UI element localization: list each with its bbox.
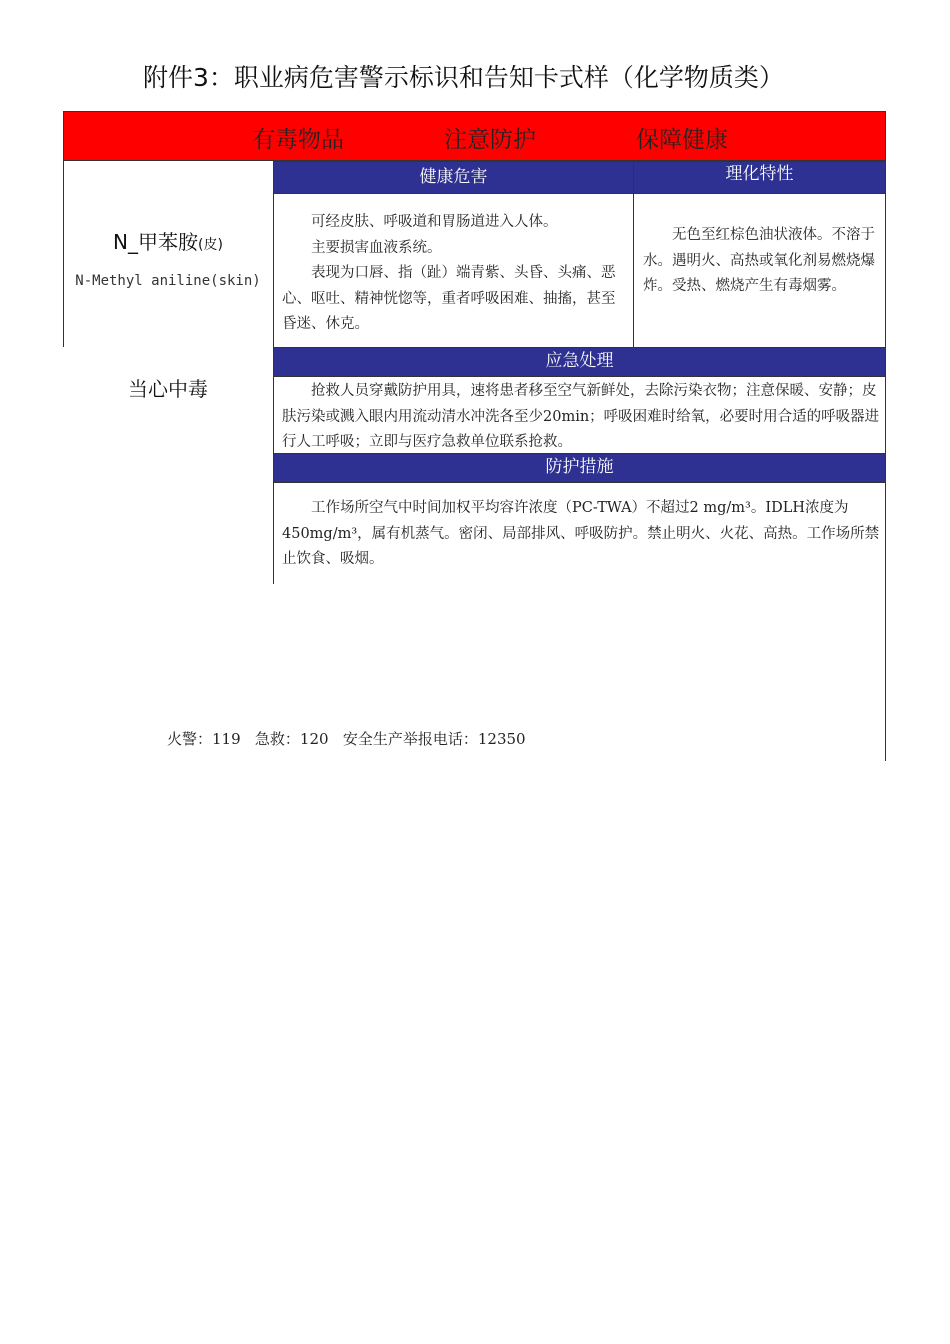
protection-body	[282, 496, 880, 573]
emergency-phone-footer: 火警：119 急救：120 安全生产举报电话：12350	[167, 730, 526, 748]
chemical-name-suffix: (皮)	[198, 237, 223, 253]
chemical-name	[63, 226, 273, 255]
chemical-name-text: N_甲苯胺	[113, 230, 199, 254]
banner-slogan-toxic: 有毒物品	[252, 127, 344, 153]
emergency-header: 应急处理	[273, 347, 886, 377]
health-hazard-line: 表现为口唇、指（趾）端青紫、头昏、头痛、恶心、呕吐、精神恍惚等，重者呼吸困难、抽搐，甚至昏迷、休克。	[282, 265, 616, 332]
health-hazard-line: 主要损害血液系统。	[311, 239, 442, 256]
protection-header: 防护措施	[273, 453, 886, 483]
health-hazard-header: 健康危害	[273, 161, 634, 194]
banner-slogan-health: 保障健康	[636, 127, 728, 153]
warning-label: 当心中毒	[128, 377, 208, 401]
emergency-text: 抢救人员穿戴防护用具，速将患者移至空气新鲜处，去除污染衣物；注意保暖、安静；皮肤污染或溅入眼内用流动清水冲洗各至少20min；呼吸困难时给氧，必要时用合适的呼吸器进行人工呼吸；立即与医疗急救单位联系抢救。	[282, 383, 880, 450]
banner-slogan-protect: 注意防护	[444, 127, 536, 153]
page-title: 附件3：职业病危害警示标识和告知卡式样（化学物质类）	[143, 63, 784, 92]
properties-header: 理化特性	[633, 161, 886, 194]
chemical-english-name: N-Methyl aniline(skin)	[75, 273, 261, 289]
health-hazard-line: 可经皮肤、呼吸道和胃肠道进入人体。	[311, 214, 558, 230]
properties-text: 无色至红棕色油状液体。不溶于水。遇明火、高热或氧化剂易燃烧爆炸。受热、燃烧产生有毒烟雾。	[643, 227, 875, 294]
warning-banner	[63, 111, 886, 161]
emergency-body	[282, 379, 880, 456]
protection-text: 工作场所空气中时间加权平均容许浓度（PC-TWA）不超过2 mg/m³。IDLH浓度为450mg/m³，属有机蒸气。密闭、局部排风、呼吸防护。禁止明火、火花、高热。工作场所禁止饮食、吸烟。	[282, 500, 880, 567]
health-hazard-body	[282, 210, 628, 338]
properties-body	[643, 223, 879, 300]
